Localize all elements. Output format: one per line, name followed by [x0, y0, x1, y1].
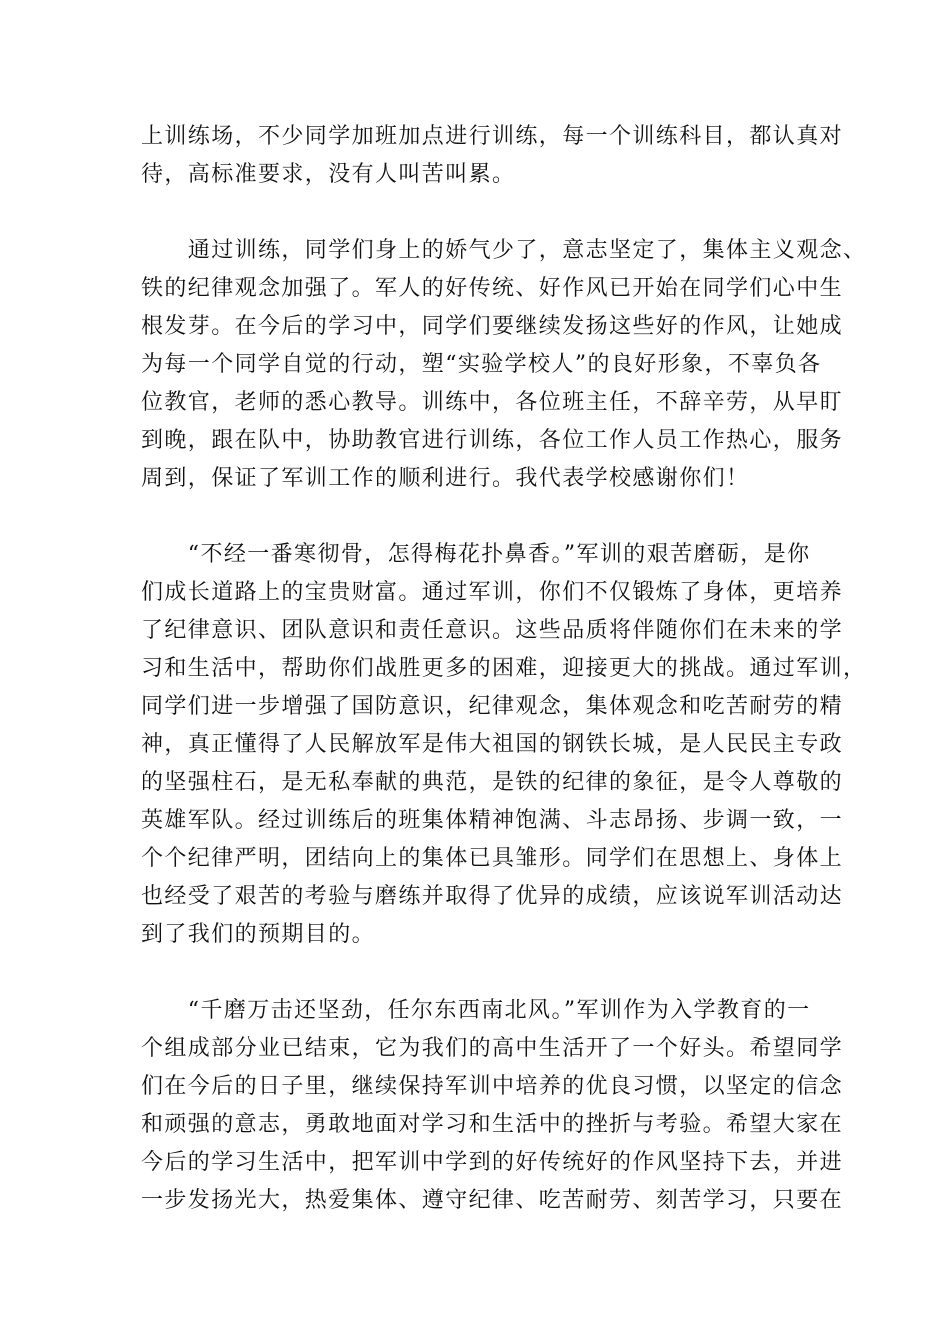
text-line: “不经一番寒彻骨，怎得梅花扑鼻香。”军训的艰苦磨砺，是你	[141, 542, 811, 567]
text-line: 为每一个同学自觉的行动，塑“实验学校人”的良好形象，不辜负各	[141, 352, 822, 377]
text-line: 位教官，老师的悉心教导。训练中，各位班主任，不辞辛劳，从早盯	[141, 390, 844, 415]
paragraph-spacer	[141, 954, 811, 992]
paragraph-3	[141, 536, 867, 954]
text-line: 铁的纪律观念加强了。军人的好传统、好作风已开始在同学们心中生	[141, 276, 844, 301]
paragraph-2	[141, 232, 867, 498]
text-line: 同学们进一步增强了国防意识，纪律观念，集体观念和吃苦耐劳的精	[141, 694, 844, 719]
text-line: 一步发扬光大，热爱集体、遵守纪律、吃苦耐劳、刻苦学习，只要在	[141, 1188, 844, 1213]
text-line: 了纪律意识、团队意识和责任意识。这些品质将伴随你们在未来的学	[141, 618, 844, 643]
text-line: “千磨万击还坚劲，任尔东西南北风。”军训作为入学教育的一	[141, 998, 811, 1023]
text-line: 英雄军队。经过训练后的班集体精神饱满、斗志昂扬、步调一致，一	[141, 808, 844, 833]
text-line: 通过训练，同学们身上的娇气少了，意志坚定了，集体主义观念、	[141, 238, 867, 263]
text-line: 们在今后的日子里，继续保持军训中培养的优良习惯，以坚定的信念	[141, 1074, 844, 1099]
text-line: 根发芽。在今后的学习中，同学们要继续发扬这些好的作风，让她成	[141, 314, 844, 339]
text-line: 的坚强柱石，是无私奉献的典范，是铁的纪律的象征，是令人尊敬的	[141, 770, 844, 795]
text-line: 个个纪律严明，团结向上的集体已具雏形。同学们在思想上、身体上	[141, 846, 844, 871]
text-line: 待，高标准要求，没有人叫苦叫累。	[141, 162, 516, 187]
paragraph-4	[141, 992, 844, 1220]
text-line: 们成长道路上的宝贵财富。通过军训，你们不仅锻炼了身体，更培养	[141, 580, 844, 605]
paragraph-spacer	[141, 498, 811, 536]
text-line: 个组成部分业已结束，它为我们的高中生活开了一个好头。希望同学	[141, 1036, 844, 1061]
text-line: 和顽强的意志，勇敢地面对学习和生活中的挫折与考验。希望大家在	[141, 1112, 844, 1137]
text-line: 也经受了艰苦的考验与磨练并取得了优异的成绩，应该说军训活动达	[141, 884, 844, 909]
text-line: 上训练场，不少同学加班加点进行训练，每一个训练科目，都认真对	[141, 124, 844, 149]
text-line: 习和生活中，帮助你们战胜更多的困难，迎接更大的挑战。通过军训，	[141, 656, 867, 681]
paragraph-1	[141, 118, 844, 194]
text-line: 到了我们的预期目的。	[141, 922, 376, 947]
text-line: 周到，保证了军训工作的顺利进行。我代表学校感谢你们！	[141, 466, 750, 491]
text-line: 今后的学习生活中，把军训中学到的好传统好的作风坚持下去，并进	[141, 1150, 844, 1175]
text-line: 到晚，跟在队中，协助教官进行训练，各位工作人员工作热心，服务	[141, 428, 844, 453]
text-line: 神，真正懂得了人民解放军是伟大祖国的钢铁长城，是人民民主专政	[141, 732, 844, 757]
paragraph-spacer	[141, 194, 811, 232]
document-body	[141, 118, 867, 1220]
